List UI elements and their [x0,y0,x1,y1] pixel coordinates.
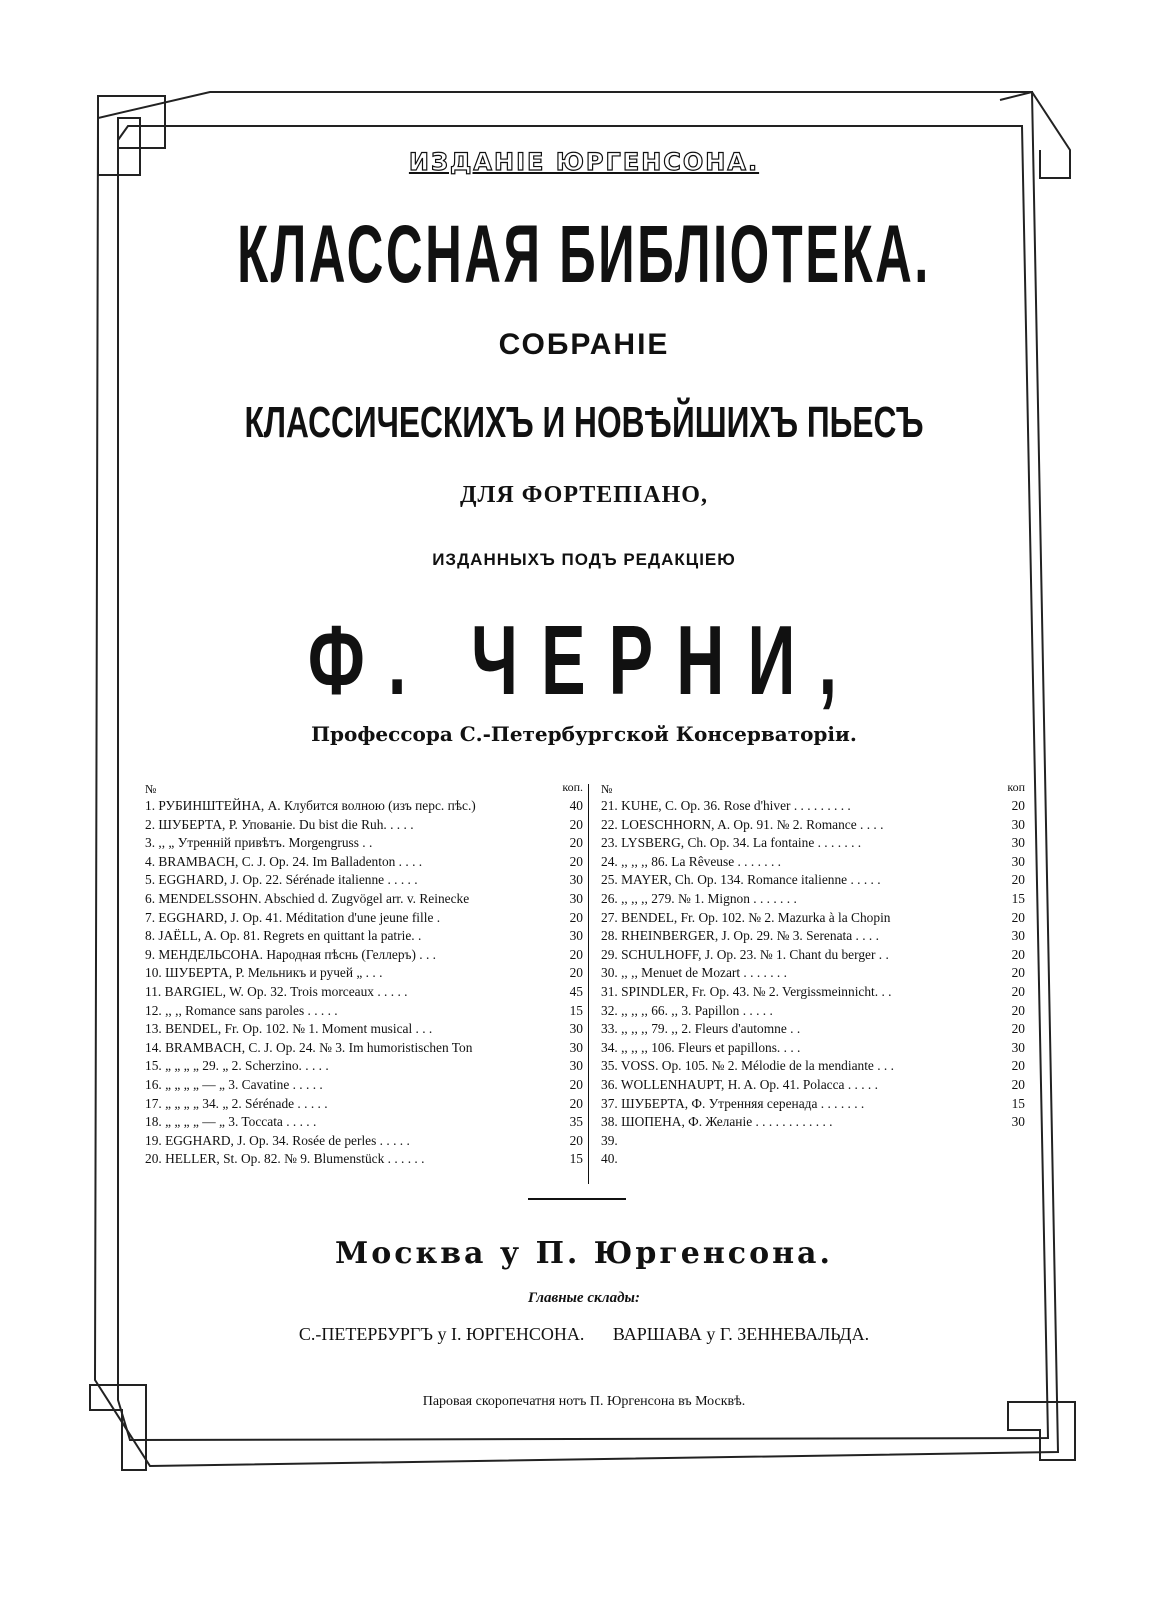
catalog-entry [145,1096,583,1115]
catalog-entry [145,965,583,984]
entry-title: 24. ,, ,, ,, 86. La Rêveuse . . . . . . . [601,853,782,869]
entry-title: 15. „ „ „ „ 29. „ 2. Scherzino. . . . . [145,1058,329,1074]
entry-title: 20. HELLER, St. Op. 82. № 9. Blumenstück . . . . . . [145,1151,425,1167]
catalog-entry [145,1003,583,1022]
entry-price: 20 [1011,1058,1025,1074]
entry-price: 20 [569,853,583,869]
catalog-entry [601,798,1025,817]
entry-price: 20 [569,965,583,981]
entry-title: 35. VOSS. Op. 105. № 2. Mélodie de la mendiante . . . [601,1058,894,1074]
entry-price: 30 [1011,816,1025,832]
entry-title: 30. ,, ,, Menuet de Mozart . . . . . . . [601,965,787,981]
entry-price: 20 [1011,1021,1025,1037]
entry-price: 30 [1011,1039,1025,1055]
entry-price: 30 [569,1058,583,1074]
catalog-entry [601,910,1025,929]
entry-title: 40. [601,1151,618,1167]
catalog-header-left [145,780,583,798]
entry-title: 34. ,, ,, ,, 106. Fleurs et papillons. . . . [601,1039,801,1055]
entry-price: 20 [1011,1076,1025,1092]
entry-title: 28. RHEINBERGER, J. Op. 29. № 3. Serenata . . . . [601,928,879,944]
library-title: КЛАССНАЯ БИБЛІОТЕКА. [237,209,931,300]
entry-price: 20 [569,1132,583,1148]
column-divider [588,784,589,1184]
edited-by-label: ИЗДАННЫХЪ ПОДЪ РЕДАКЦІЕЮ [432,550,736,569]
entry-price: 15 [569,1151,583,1167]
catalog-entry [145,1077,583,1096]
entry-price: 20 [1011,983,1025,999]
entry-price: 15 [1011,890,1025,906]
entry-price: 30 [569,1039,583,1055]
entry-title: 31. SPINDLER, Fr. Op. 43. № 2. Vergissmeinnicht. . . [601,983,892,999]
entry-price: 45 [569,983,583,999]
entry-title: 37. ШУБЕРТА, Ф. Утренняя серенада . . . . . . . [601,1095,865,1111]
entry-title: 32. ,, ,, ,, 66. ,, 3. Papillon . . . . . [601,1002,773,1018]
publisher-header: ИЗДАНІЕ ЮРГЕНСОНА. [408,148,760,176]
entry-title: 27. BENDEL, Fr. Op. 102. № 2. Mazurka à la Chopin [601,909,891,925]
instrument-label: ДЛЯ ФОРТЕПІАНО, [460,482,708,508]
entry-price: 30 [1011,928,1025,944]
entry-title: 5. EGGHARD, J. Op. 22. Sérénade italienne . . . . . [145,872,418,888]
catalog-entry [601,1058,1025,1077]
entry-title: 39. [601,1132,618,1148]
branch-warsaw: ВАРШАВА у Г. ЗЕННЕВАЛЬДА. [612,1324,870,1344]
entry-title: 6. MENDELSSOHN. Abschied d. Zugvögel arr. v. Reinecke [145,890,470,906]
collection-label: СОБРАНІЕ [498,328,670,361]
catalog-entry [601,984,1025,1003]
editor-name: Ф. ЧЕРНИ, [307,605,861,715]
entry-price: 15 [569,1002,583,1018]
catalog-entry [601,872,1025,891]
catalog-entry [145,798,583,817]
catalog-entry [601,1003,1025,1022]
entry-title: 11. BARGIEL, W. Op. 32. Trois morceaux . . . . . [145,983,408,999]
entry-title: 25. MAYER, Ch. Op. 134. Romance italienne . . . . . [601,872,881,888]
catalog-entry [145,1040,583,1059]
editor-title: Профессора С.-Петербургской Консерваторіи. [311,722,857,746]
catalog-entry [145,817,583,836]
entry-price: 20 [1011,909,1025,925]
entry-price: 20 [1011,965,1025,981]
catalog-entry [145,984,583,1003]
catalog-entry [145,910,583,929]
entry-title: 9. МЕНДЕЛЬСОНА. Народная пѣснь (Геллеръ) . . . [145,946,437,962]
catalog-header-right [601,780,1025,798]
entry-price: 15 [1011,1095,1025,1111]
catalog-entry [601,1077,1025,1096]
price-header: коп. [562,780,583,794]
entry-title: 4. BRAMBACH, C. J. Op. 24. Im Balladenton . . . . [145,853,423,869]
catalog-entry [601,835,1025,854]
entry-price: 20 [569,835,583,851]
catalog-entry [601,1040,1025,1059]
catalog-entry [145,1021,583,1040]
catalog-entry [145,891,583,910]
catalog-column-right [601,780,1025,1170]
entry-price: 30 [1011,1114,1025,1130]
printer-imprint: Паровая скоропечатня нотъ П. Юргенсона въ Москвѣ. [422,1394,746,1409]
collection-subtitle: КЛАССИЧЕСКИХЪ И НОВѢЙШИХЪ ПЬЕСЪ [244,398,924,447]
entry-title: 38. ШОПЕНА, Ф. Желаніе . . . . . . . . . . . . [601,1114,833,1130]
catalog-entry [601,817,1025,836]
price-header: коп [1007,780,1025,794]
entry-title: 19. EGGHARD, J. Op. 34. Rosée de perles . . . . . [145,1132,410,1148]
section-rule [528,1198,626,1200]
branch-offices [0,1324,1168,1345]
entry-title: 36. WOLLENHAUPT, H. A. Op. 41. Polacca . . . . . [601,1076,878,1092]
entry-title: 21. KUHE, C. Op. 36. Rose d'hiver . . . . . . . . . [601,798,851,813]
catalog-entry [145,1058,583,1077]
entry-price: 20 [1011,1002,1025,1018]
number-header: № [145,782,157,796]
entry-title: 14. BRAMBACH, C. J. Op. 24. № 3. Im humoristischen Ton [145,1039,473,1055]
entry-price: 30 [569,1021,583,1037]
entry-price: 40 [569,798,583,813]
catalog-entry [145,872,583,891]
branch-spb: С.-ПЕТЕРБУРГЪ у І. ЮРГЕНСОНА. [298,1324,585,1344]
entry-title: 1. РУБИНШТЕЙНА, А. Клубится волною (изъ перс. пѣс.) [145,798,476,813]
warehouses-label: Главные склады: [528,1290,640,1306]
catalog-entry [601,854,1025,873]
publisher-city: Москва у П. Юргенсона. [335,1236,833,1271]
catalog-entry [601,947,1025,966]
catalog-entry [145,1114,583,1133]
catalog-entry [145,835,583,854]
entry-price: 20 [1011,946,1025,962]
catalog-entry [145,1133,583,1152]
catalog-entry [601,1096,1025,1115]
catalog-entry [145,854,583,873]
entry-price: 30 [1011,835,1025,851]
catalog-entry [601,891,1025,910]
entry-price: 20 [569,946,583,962]
catalog-entry [145,1151,583,1170]
entry-price: 20 [569,1095,583,1111]
entry-title: 17. „ „ „ „ 34. „ 2. Sérénade . . . . . [145,1095,328,1111]
entry-title: 29. SCHULHOFF, J. Op. 23. № 1. Chant du berger . . [601,946,889,962]
entry-price: 20 [569,1076,583,1092]
catalog-entry [601,1021,1025,1040]
catalog-entry [145,928,583,947]
entry-price: 20 [1011,872,1025,888]
entry-price: 20 [1011,798,1025,813]
entry-title: 2. ШУБЕРТА, Р. Упованіе. Du bist die Ruh. . . . . [145,816,414,832]
entry-title: 7. EGGHARD, J. Op. 41. Méditation d'une jeune fille . [145,909,441,925]
entry-title: 22. LOESCHHORN, A. Op. 91. № 2. Romance . . . . [601,816,884,832]
catalog-column-left [145,780,583,1170]
entry-price: 30 [569,872,583,888]
entry-title: 26. ,, ,, ,, 279. № 1. Mignon . . . . . . . [601,890,797,906]
entry-price: 30 [1011,853,1025,869]
catalog-entry [601,1151,1025,1170]
entry-price: 20 [569,816,583,832]
number-header: № [601,782,613,796]
catalog-entry [601,1133,1025,1152]
piece-catalog [145,780,1025,1192]
entry-title: 18. „ „ „ „ — „ 3. Toccata . . . . . [145,1114,317,1130]
entry-title: 3. ,, „ Утренній привѣтъ. Morgengruss . . [145,835,373,851]
catalog-entry [601,1114,1025,1133]
entry-price: 35 [569,1114,583,1130]
entry-title: 12. ,, ,, Romance sans paroles . . . . . [145,1002,338,1018]
entry-title: 13. BENDEL, Fr. Op. 102. № 1. Moment musical . . . [145,1021,433,1037]
entry-title: 16. „ „ „ „ — „ 3. Cavatine . . . . . [145,1076,323,1092]
catalog-entry [145,947,583,966]
entry-title: 8. JAËLL, A. Op. 81. Regrets en quittant la patrie. . [145,928,422,944]
entry-title: 10. ШУБЕРТА, Р. Мельникъ и ручей „ . . . [145,965,383,981]
entry-price: 30 [569,890,583,906]
catalog-entry [601,965,1025,984]
entry-title: 23. LYSBERG, Ch. Op. 34. La fontaine . . . . . . . [601,835,862,851]
entry-title: 33. ,, ,, ,, 79. ,, 2. Fleurs d'automne . . [601,1021,801,1037]
entry-price: 20 [569,909,583,925]
entry-price: 30 [569,928,583,944]
catalog-entry [601,928,1025,947]
